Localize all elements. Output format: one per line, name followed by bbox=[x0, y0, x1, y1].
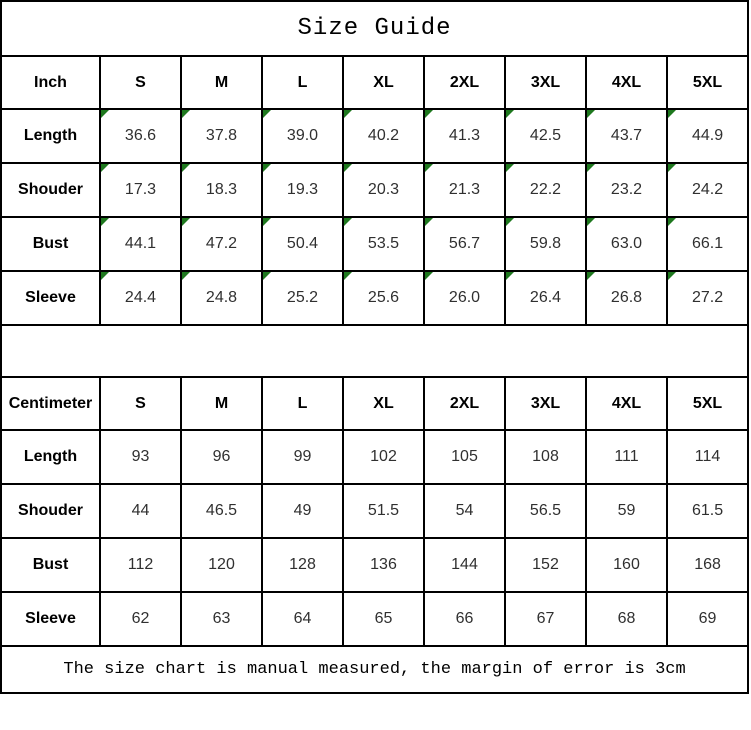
size-value-cell bbox=[181, 109, 262, 163]
size-value: 67 bbox=[536, 610, 555, 627]
row-label: Shouder bbox=[1, 484, 100, 538]
size-value-cell bbox=[424, 430, 505, 484]
page-title: Size Guide bbox=[1, 1, 748, 56]
size-value-cell bbox=[505, 163, 586, 217]
table-row-cm-length bbox=[1, 430, 748, 484]
number-as-text-indicator-icon bbox=[668, 164, 676, 172]
size-value: 59 bbox=[617, 502, 636, 519]
number-as-text-indicator-icon bbox=[668, 110, 676, 118]
size-value-cell bbox=[667, 163, 748, 217]
size-value: 93 bbox=[131, 448, 150, 465]
size-value: 18.3 bbox=[205, 181, 238, 198]
size-value: 102 bbox=[370, 448, 397, 465]
size-value-cell bbox=[586, 484, 667, 538]
size-value-cell bbox=[100, 538, 181, 592]
size-value-cell bbox=[505, 484, 586, 538]
size-value: 105 bbox=[451, 448, 478, 465]
inch-header-row bbox=[1, 56, 748, 109]
spacer-cell bbox=[1, 325, 748, 377]
size-value: 43.7 bbox=[610, 127, 643, 144]
size-value-cell bbox=[505, 217, 586, 271]
number-as-text-indicator-icon bbox=[587, 110, 595, 118]
size-value: 44.9 bbox=[691, 127, 724, 144]
size-value: 21.3 bbox=[448, 181, 481, 198]
number-as-text-indicator-icon bbox=[182, 110, 190, 118]
row-label: Bust bbox=[1, 217, 100, 271]
size-value: 42.5 bbox=[529, 127, 562, 144]
size-value: 44.1 bbox=[124, 235, 157, 252]
size-value: 36.6 bbox=[124, 127, 157, 144]
number-as-text-indicator-icon bbox=[344, 110, 352, 118]
size-value-cell bbox=[262, 217, 343, 271]
size-value: 63.0 bbox=[610, 235, 643, 252]
size-value: 26.8 bbox=[610, 289, 643, 306]
size-value: 39.0 bbox=[286, 127, 319, 144]
number-as-text-indicator-icon bbox=[506, 110, 514, 118]
size-value-cell bbox=[343, 217, 424, 271]
size-value-cell bbox=[262, 271, 343, 325]
table-row-inch-bust bbox=[1, 217, 748, 271]
size-value: 37.8 bbox=[205, 127, 238, 144]
size-value-cell bbox=[343, 538, 424, 592]
size-value-cell bbox=[100, 217, 181, 271]
size-header-s: S bbox=[100, 56, 181, 109]
size-value: 69 bbox=[698, 610, 717, 627]
size-value-cell bbox=[100, 592, 181, 646]
number-as-text-indicator-icon bbox=[506, 218, 514, 226]
row-label: Sleeve bbox=[1, 271, 100, 325]
number-as-text-indicator-icon bbox=[344, 218, 352, 226]
size-value: 66.1 bbox=[691, 235, 724, 252]
size-value: 51.5 bbox=[367, 502, 400, 519]
size-value: 24.2 bbox=[691, 181, 724, 198]
number-as-text-indicator-icon bbox=[182, 164, 190, 172]
size-value: 22.2 bbox=[529, 181, 562, 198]
size-value-cell bbox=[586, 430, 667, 484]
title-row bbox=[1, 1, 748, 56]
size-value-cell bbox=[424, 484, 505, 538]
size-header-2xl: 2XL bbox=[424, 377, 505, 430]
number-as-text-indicator-icon bbox=[344, 272, 352, 280]
size-value: 64 bbox=[293, 610, 312, 627]
number-as-text-indicator-icon bbox=[668, 272, 676, 280]
size-value: 112 bbox=[127, 556, 154, 573]
number-as-text-indicator-icon bbox=[587, 164, 595, 172]
number-as-text-indicator-icon bbox=[425, 218, 433, 226]
size-value: 20.3 bbox=[367, 181, 400, 198]
size-value: 54 bbox=[455, 502, 474, 519]
size-value-cell bbox=[181, 163, 262, 217]
size-header-m: M bbox=[181, 56, 262, 109]
centimeter-header-row bbox=[1, 377, 748, 430]
size-value: 144 bbox=[451, 556, 478, 573]
row-label: Length bbox=[1, 109, 100, 163]
size-value: 136 bbox=[370, 556, 397, 573]
table-row-cm-sleeve bbox=[1, 592, 748, 646]
size-value: 120 bbox=[208, 556, 235, 573]
size-value-cell bbox=[181, 217, 262, 271]
size-value: 128 bbox=[289, 556, 316, 573]
number-as-text-indicator-icon bbox=[101, 218, 109, 226]
size-value-cell bbox=[586, 271, 667, 325]
size-value-cell bbox=[586, 163, 667, 217]
size-header-xl: XL bbox=[343, 56, 424, 109]
size-value-cell bbox=[505, 430, 586, 484]
size-header-l: L bbox=[262, 377, 343, 430]
size-value: 99 bbox=[293, 448, 312, 465]
size-value: 41.3 bbox=[448, 127, 481, 144]
size-value: 49 bbox=[293, 502, 312, 519]
size-header-5xl: 5XL bbox=[667, 377, 748, 430]
unit-header-centimeter: Centimeter bbox=[1, 377, 100, 430]
size-value: 108 bbox=[532, 448, 559, 465]
size-value-cell bbox=[181, 271, 262, 325]
number-as-text-indicator-icon bbox=[668, 218, 676, 226]
size-value-cell bbox=[262, 430, 343, 484]
table-row-inch-sleeve bbox=[1, 271, 748, 325]
size-value: 168 bbox=[694, 556, 721, 573]
number-as-text-indicator-icon bbox=[587, 272, 595, 280]
footer-row bbox=[1, 646, 748, 693]
size-value-cell bbox=[424, 271, 505, 325]
size-header-5xl: 5XL bbox=[667, 56, 748, 109]
size-header-3xl: 3XL bbox=[505, 377, 586, 430]
size-value: 26.0 bbox=[448, 289, 481, 306]
number-as-text-indicator-icon bbox=[587, 218, 595, 226]
size-value: 111 bbox=[614, 448, 639, 465]
size-value-cell bbox=[586, 109, 667, 163]
size-value: 66 bbox=[455, 610, 474, 627]
size-value-cell bbox=[343, 109, 424, 163]
number-as-text-indicator-icon bbox=[263, 218, 271, 226]
number-as-text-indicator-icon bbox=[263, 110, 271, 118]
number-as-text-indicator-icon bbox=[263, 164, 271, 172]
number-as-text-indicator-icon bbox=[182, 218, 190, 226]
size-value: 25.6 bbox=[367, 289, 400, 306]
size-value-cell bbox=[667, 109, 748, 163]
table-row-cm-shouder bbox=[1, 484, 748, 538]
size-value-cell bbox=[262, 109, 343, 163]
table-row-inch-shouder bbox=[1, 163, 748, 217]
size-value: 53.5 bbox=[367, 235, 400, 252]
size-value-cell bbox=[667, 538, 748, 592]
size-value-cell bbox=[424, 538, 505, 592]
number-as-text-indicator-icon bbox=[506, 272, 514, 280]
number-as-text-indicator-icon bbox=[425, 110, 433, 118]
size-value-cell bbox=[100, 484, 181, 538]
number-as-text-indicator-icon bbox=[101, 110, 109, 118]
row-label: Length bbox=[1, 430, 100, 484]
size-value-cell bbox=[667, 484, 748, 538]
size-value: 50.4 bbox=[286, 235, 319, 252]
size-value: 160 bbox=[613, 556, 640, 573]
size-value: 65 bbox=[374, 610, 393, 627]
size-value-cell bbox=[262, 538, 343, 592]
size-value-cell bbox=[343, 271, 424, 325]
size-header-2xl: 2XL bbox=[424, 56, 505, 109]
size-value-cell bbox=[505, 271, 586, 325]
size-value: 68 bbox=[617, 610, 636, 627]
size-header-xl: XL bbox=[343, 377, 424, 430]
size-value-cell bbox=[343, 592, 424, 646]
size-header-l: L bbox=[262, 56, 343, 109]
size-value: 27.2 bbox=[691, 289, 724, 306]
size-value-cell bbox=[505, 538, 586, 592]
size-value: 40.2 bbox=[367, 127, 400, 144]
size-value: 114 bbox=[694, 448, 721, 465]
size-value: 26.4 bbox=[529, 289, 562, 306]
size-value: 61.5 bbox=[691, 502, 724, 519]
size-value-cell bbox=[343, 430, 424, 484]
size-value: 19.3 bbox=[286, 181, 319, 198]
size-value-cell bbox=[667, 217, 748, 271]
size-value: 63 bbox=[212, 610, 231, 627]
size-value: 44 bbox=[131, 502, 150, 519]
size-value-cell bbox=[181, 592, 262, 646]
number-as-text-indicator-icon bbox=[506, 164, 514, 172]
size-value: 56.7 bbox=[448, 235, 481, 252]
number-as-text-indicator-icon bbox=[101, 272, 109, 280]
footer-note: The size chart is manual measured, the margin of error is 3cm bbox=[1, 646, 748, 693]
size-value-cell bbox=[424, 217, 505, 271]
unit-header-inch: Inch bbox=[1, 56, 100, 109]
size-value: 17.3 bbox=[124, 181, 157, 198]
size-value-cell bbox=[343, 163, 424, 217]
size-value-cell bbox=[100, 430, 181, 484]
row-label: Shouder bbox=[1, 163, 100, 217]
size-value-cell bbox=[343, 484, 424, 538]
number-as-text-indicator-icon bbox=[101, 164, 109, 172]
number-as-text-indicator-icon bbox=[425, 164, 433, 172]
size-value-cell bbox=[505, 109, 586, 163]
size-value-cell bbox=[100, 109, 181, 163]
size-value-cell bbox=[586, 538, 667, 592]
size-value: 24.8 bbox=[205, 289, 238, 306]
size-value-cell bbox=[505, 592, 586, 646]
size-header-4xl: 4XL bbox=[586, 56, 667, 109]
size-value: 96 bbox=[212, 448, 231, 465]
size-value: 59.8 bbox=[529, 235, 562, 252]
size-value-cell bbox=[262, 163, 343, 217]
size-value-cell bbox=[100, 271, 181, 325]
table-row-cm-bust bbox=[1, 538, 748, 592]
size-header-3xl: 3XL bbox=[505, 56, 586, 109]
size-value: 25.2 bbox=[286, 289, 319, 306]
size-value-cell bbox=[667, 430, 748, 484]
row-label: Bust bbox=[1, 538, 100, 592]
size-value: 47.2 bbox=[205, 235, 238, 252]
spacer-row bbox=[1, 325, 748, 377]
size-value-cell bbox=[667, 592, 748, 646]
size-value: 56.5 bbox=[529, 502, 562, 519]
number-as-text-indicator-icon bbox=[344, 164, 352, 172]
row-label: Sleeve bbox=[1, 592, 100, 646]
size-header-s: S bbox=[100, 377, 181, 430]
size-value-cell bbox=[181, 484, 262, 538]
number-as-text-indicator-icon bbox=[425, 272, 433, 280]
size-header-m: M bbox=[181, 377, 262, 430]
size-value-cell bbox=[667, 271, 748, 325]
size-value: 62 bbox=[131, 610, 150, 627]
size-value: 23.2 bbox=[610, 181, 643, 198]
size-value-cell bbox=[262, 484, 343, 538]
size-value-cell bbox=[262, 592, 343, 646]
number-as-text-indicator-icon bbox=[263, 272, 271, 280]
size-value: 24.4 bbox=[124, 289, 157, 306]
size-value-cell bbox=[424, 592, 505, 646]
number-as-text-indicator-icon bbox=[182, 272, 190, 280]
size-value-cell bbox=[181, 538, 262, 592]
size-value-cell bbox=[424, 109, 505, 163]
size-value-cell bbox=[586, 592, 667, 646]
size-value: 46.5 bbox=[205, 502, 238, 519]
size-value-cell bbox=[100, 163, 181, 217]
table-row-inch-length bbox=[1, 109, 748, 163]
size-value-cell bbox=[181, 430, 262, 484]
size-value: 152 bbox=[532, 556, 559, 573]
size-header-4xl: 4XL bbox=[586, 377, 667, 430]
size-value-cell bbox=[586, 217, 667, 271]
size-value-cell bbox=[424, 163, 505, 217]
